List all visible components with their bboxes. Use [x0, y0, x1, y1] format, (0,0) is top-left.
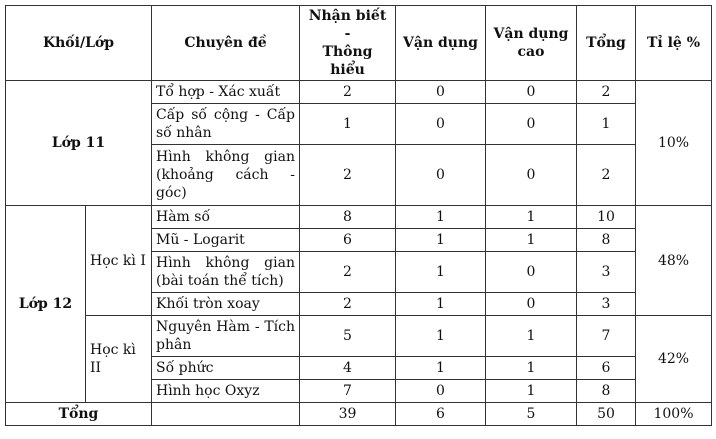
- vdc-cell: 1: [486, 357, 577, 380]
- nb-cell: 2: [300, 293, 396, 316]
- topic-cell: Số phức: [152, 357, 300, 380]
- topic-cell: Hình không gian (bài toán thể tích): [152, 252, 300, 293]
- vdc-cell: 0: [486, 81, 577, 104]
- nb-cell: 6: [300, 229, 396, 252]
- topic-cell: Hàm số: [152, 206, 300, 229]
- topic-cell: Nguyên Hàm - Tích phân: [152, 316, 300, 357]
- vdc-cell: 1: [486, 206, 577, 229]
- nb-cell: 1: [300, 104, 396, 145]
- tong-cell: 10: [577, 206, 636, 229]
- vdc-cell: 0: [486, 252, 577, 293]
- vd-cell: 1: [396, 252, 486, 293]
- exam-matrix-table: [5, 5, 712, 426]
- topic-cell: Hình không gian (khoảng cách - góc): [152, 145, 300, 206]
- header-tong: Tổng: [577, 6, 636, 81]
- header-nhan-biet-line2: Thông hiểu: [322, 44, 373, 78]
- nb-cell: 5: [300, 316, 396, 357]
- nb-cell: 2: [300, 252, 396, 293]
- header-nhan-biet: [300, 6, 396, 81]
- total-nb: 39: [300, 403, 396, 426]
- vdc-cell: 0: [486, 104, 577, 145]
- header-van-dung-cao-line2: cao: [517, 44, 545, 60]
- table-row: [6, 206, 712, 229]
- ratio-cell-hk2: 42%: [636, 316, 712, 403]
- topic-cell: Cấp số cộng - Cấp số nhân: [152, 104, 300, 145]
- vd-cell: 1: [396, 229, 486, 252]
- nb-cell: 4: [300, 357, 396, 380]
- grade-label-12: Lớp 12: [6, 206, 86, 403]
- header-van-dung-cao-line1: Vận dụng: [493, 26, 569, 42]
- tong-cell: 1: [577, 104, 636, 145]
- vdc-cell: 0: [486, 145, 577, 206]
- vd-cell: 0: [396, 380, 486, 403]
- total-vdc: 5: [486, 403, 577, 426]
- vd-cell: 0: [396, 104, 486, 145]
- total-label: Tổng: [6, 403, 152, 426]
- vdc-cell: 0: [486, 293, 577, 316]
- header-ti-le: Tỉ lệ %: [636, 6, 712, 81]
- ratio-cell-hk1: 48%: [636, 206, 712, 316]
- tong-cell: 2: [577, 145, 636, 206]
- tong-cell: 3: [577, 252, 636, 293]
- total-row: [6, 403, 712, 426]
- nb-cell: 2: [300, 145, 396, 206]
- grade-label-11: Lớp 11: [6, 81, 152, 206]
- header-van-dung-cao: [486, 6, 577, 81]
- total-empty-cell: [152, 403, 300, 426]
- tong-cell: 3: [577, 293, 636, 316]
- vd-cell: 1: [396, 293, 486, 316]
- vd-cell: 1: [396, 316, 486, 357]
- vdc-cell: 1: [486, 380, 577, 403]
- tong-cell: 2: [577, 81, 636, 104]
- nb-cell: 8: [300, 206, 396, 229]
- table-row: [6, 81, 712, 104]
- topic-cell: Tổ hợp - Xác xuất: [152, 81, 300, 104]
- topic-cell: Hình học Oxyz: [152, 380, 300, 403]
- vd-cell: 1: [396, 357, 486, 380]
- total-ratio: 100%: [636, 403, 712, 426]
- header-khoi-lop: Khối/Lớp: [6, 6, 152, 81]
- semester-label-1: Học kì I: [86, 206, 152, 316]
- tong-cell: 8: [577, 229, 636, 252]
- vdc-cell: 1: [486, 229, 577, 252]
- semester-label-2: Học kì II: [86, 316, 152, 403]
- header-nhan-biet-line1: Nhận biết -: [308, 8, 387, 42]
- topic-cell: Mũ - Logarit: [152, 229, 300, 252]
- header-row: [6, 6, 712, 81]
- vdc-cell: 1: [486, 316, 577, 357]
- header-chuyen-de: Chuyên đề: [152, 6, 300, 81]
- total-tong: 50: [577, 403, 636, 426]
- vd-cell: 0: [396, 145, 486, 206]
- tong-cell: 7: [577, 316, 636, 357]
- nb-cell: 2: [300, 81, 396, 104]
- tong-cell: 6: [577, 357, 636, 380]
- header-van-dung: Vận dụng: [396, 6, 486, 81]
- tong-cell: 8: [577, 380, 636, 403]
- vd-cell: 1: [396, 206, 486, 229]
- nb-cell: 7: [300, 380, 396, 403]
- total-vd: 6: [396, 403, 486, 426]
- table-row: [6, 316, 712, 357]
- ratio-cell-11: 10%: [636, 81, 712, 206]
- vd-cell: 0: [396, 81, 486, 104]
- topic-cell: Khối tròn xoay: [152, 293, 300, 316]
